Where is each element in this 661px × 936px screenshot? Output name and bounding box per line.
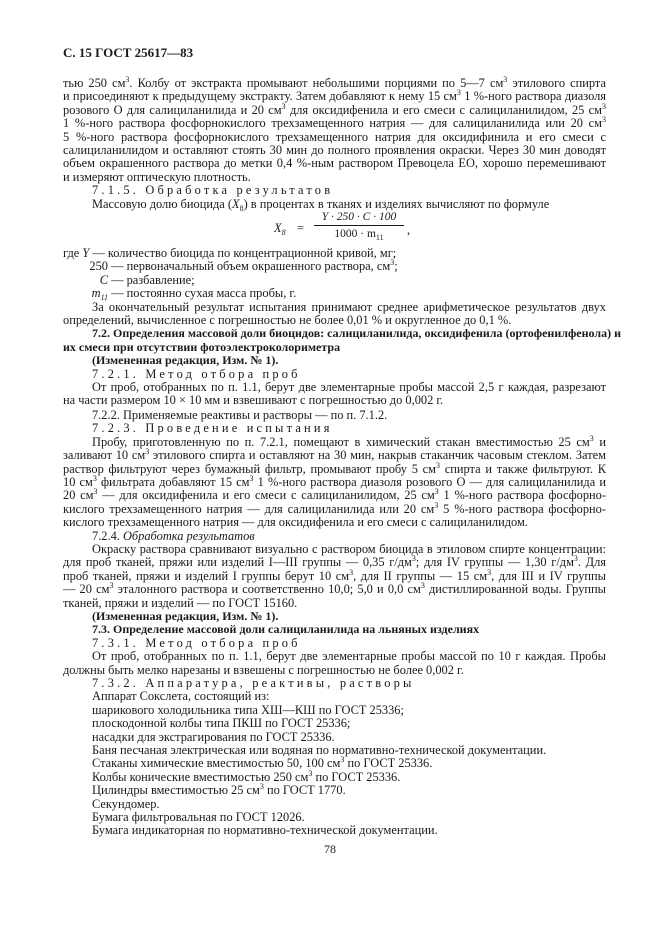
formula-denominator: $1000 \cdot m_{11}$ <box>334 228 384 242</box>
paragraph-line: — 20 $см^3$ эталонного раствора и соответственно 10,0; 5,0 и 0,0 $см^3$ дистиллированной воды. Группы <box>63 581 606 597</box>
paragraph-line: заливают 10 $см^3$ этилового спирта и оставляют на 30 мин, накрыв стаканчик часовым стеклом. Затем <box>63 447 606 463</box>
section-heading-7-2-1: 7.2.1. Метод отбора проб <box>92 366 301 381</box>
section-heading-7-1-5: 7.1.5. Обработка результатов <box>92 183 334 198</box>
formula-numerator: Y · 250 · C · 100 <box>314 211 404 226</box>
equipment-item: Бумага фильтровальная по ГОСТ 12026. <box>92 810 305 824</box>
paragraph-line: 1 %-ного раствора фосфорнокислого трехзамещенного натрия — для салициланилида или 20 $см^3$ <box>63 115 606 131</box>
definition-y: где Y — количество биоцида по концентрационной кривой, мг; <box>63 246 397 260</box>
equipment-item: плоскодонной колбы типа ПКШ по ГОСТ 25336; <box>92 716 351 731</box>
paragraph-line: розового О для салициланилида и 20 $см^3$ для оксидифенила и его смеси с салициланилидом, 25 $см^3$ <box>63 101 606 117</box>
paragraph-line: и измеряют оптическую плотность. <box>63 169 251 184</box>
paragraph-line: кислого трехзамещенного натрия — для оксидифенила и его смеси с салициланилидом. <box>63 515 528 530</box>
paragraph-line: и присоединяют к предыдущему экстракту. Затем добавляют к нему 15 $см^3$ 1 %-ного раствора диазоля <box>63 88 606 104</box>
equipment-item: насадки для экстрагирования по ГОСТ 25336. <box>92 729 335 744</box>
equipment-item: Стаканы химические вместимостью 50, 100 $см^3$ по ГОСТ 25336. <box>92 755 433 771</box>
equipment-item: Аппарат Сокслета, состоящий из: <box>92 689 270 704</box>
paragraph-line: За окончательный результат испытания принимают среднее арифметическое результатов двух <box>92 299 606 314</box>
section-title-7-2-cont: их смеси при отсутствии фотоэлектроколориметра <box>63 339 341 354</box>
amendment-note: (Измененная редакция, Изм. № 1). <box>92 609 279 623</box>
paragraph-line: тканей, пряжи и изделий — по ГОСТ 15160. <box>63 595 298 610</box>
paragraph-line: объем окрашенного раствора до метки 0,4 %-ным раствором Превоцела ЕО, хорошо перемешивают <box>63 156 606 171</box>
section-7-2-2: 7.2.2. Применяемые реактивы и растворы — по п. 7.1.2. <box>92 408 388 422</box>
amendment-note: (Измененная редакция, Изм. № 1). <box>92 353 279 368</box>
paragraph-line: для проб тканей, пряжи или изделий I—III группы — 0,35 $г/дм^3$; для IV группы — 1,30 $г/дм^3$. Для <box>63 554 607 570</box>
paragraph-line: 10 $см^3$ фильтрата добавляют 15 $см^3$ 1 %-ного раствора диазоля розового О — для салициланилида и <box>63 474 606 489</box>
formula-fraction <box>314 211 404 240</box>
definition-m11: $m_{11}$ — постоянно сухая масса пробы, г. <box>91 286 297 303</box>
section-heading-7-2-4: 7.2.4. Обработка результатов <box>92 528 255 543</box>
section-title-7-3: 7.3. Определение массовой доли салициланилида на льняных изделиях <box>92 622 480 637</box>
formula-equals: = <box>297 221 304 235</box>
section-title-7-2: 7.2. Определения массовой доли биоцидов: салициланилида, оксидифенила (ортофенилфенола) и <box>92 326 621 341</box>
paragraph-line: на части размером 10 × 10 мм и взвешивают с погрешностью до 0,002 г. <box>63 393 444 408</box>
paragraph-line: проб тканей, пряжи и изделий I группы берут 10 $см^3$, для II группы — 15 $см^3$, для III и IV группы <box>63 567 607 583</box>
paragraph-line: Массовую долю биоцида $(X_8)$ в процентах в тканях и изделиях вычисляют по формуле <box>92 196 550 213</box>
section-heading-7-2-3: 7.2.3. Проведение испытания <box>92 421 333 436</box>
paragraph-line: должны быть мелко нарезаны и взвешены с погрешностью не более 0,002 г. <box>63 662 464 677</box>
paragraph-line: кислого трехзамещенного натрия — для салициланилида или 20 $см^3$ 5 %-ного раствора фосфорно- <box>63 500 606 516</box>
definition-c: C — разбавление; <box>99 272 195 287</box>
paragraph-line: 20 $см^3$ — для оксидифенила и его смеси с салициланилидом, 25 $см^3$ 1 %-ного раствора фосфорно- <box>63 487 606 503</box>
equipment-item: Бумага индикаторная по нормативно-технической документации. <box>92 823 438 838</box>
equipment-item: Колбы конические вместимостью 250 $см^3$ по ГОСТ 25336. <box>92 768 401 784</box>
formula-lhs: $X_8$ <box>274 221 286 237</box>
formula-comma: , <box>407 223 411 237</box>
equipment-item: Баня песчаная электрическая или водяная по нормативно-технической документации. <box>92 743 547 757</box>
paragraph-line: Окраску раствора сравнивают визуально с раствором биоцида в этиловом спирте концентрации: <box>92 542 606 556</box>
paragraph-line: От проб, отобранных по п. 1.1, берут две элементарные пробы массой по 10 г каждая. Пробы <box>92 649 606 664</box>
paragraph-line: раствор фильтруют через бумажный фильтр, промывают пробу 5 $см^3$ спирта и также фильтруют. К <box>63 460 606 476</box>
section-heading-7-3-2: 7.3.2. Аппаратура, реактивы, растворы <box>92 676 415 690</box>
formula-x8 <box>274 211 474 251</box>
paragraph-line: салициланилидом и оставляют стоять 30 мин до полного проявления окраски. Через 30 мин доводят <box>63 143 606 157</box>
paragraph-line: определений, вычисленное с погрешностью не более 0,01 % и округленное до 0,1 %. <box>63 313 512 327</box>
definition-250: 250 — первоначальный объем окрашенного раствора, $см^3$; <box>89 258 398 274</box>
paragraph-line: От проб, отобранных по п. 1.1, берут две элементарные пробы массой 2,5 г каждая, разрезают <box>92 380 606 394</box>
page-number: 78 <box>324 842 336 856</box>
paragraph-line: тью 250 $см^3$. Колбу от экстракта промывают небольшими порциями по 5—7 $см^3$ этилового спирта <box>63 75 606 90</box>
section-heading-7-3-1: 7.3.1. Метод отбора проб <box>92 635 301 650</box>
equipment-item: шарикового холодильника типа ХШ—КШ по ГОСТ 25336; <box>92 702 404 717</box>
equipment-item: Секундомер. <box>92 796 160 811</box>
equipment-item: Цилиндры вместимостью 25 $см^3$ по ГОСТ 1770. <box>92 782 346 798</box>
paragraph-line: 5 %-ного раствора фосфорнокислого трехзамещенного натрия для оксидифинила и его смеси с <box>63 129 606 144</box>
paragraph-line: Пробу, приготовленную по п. 7.2.1, помещают в химический стакан вместимостью 25 $см^3$ и <box>92 433 606 449</box>
running-header: С. 15 ГОСТ 25617—83 <box>63 45 194 60</box>
